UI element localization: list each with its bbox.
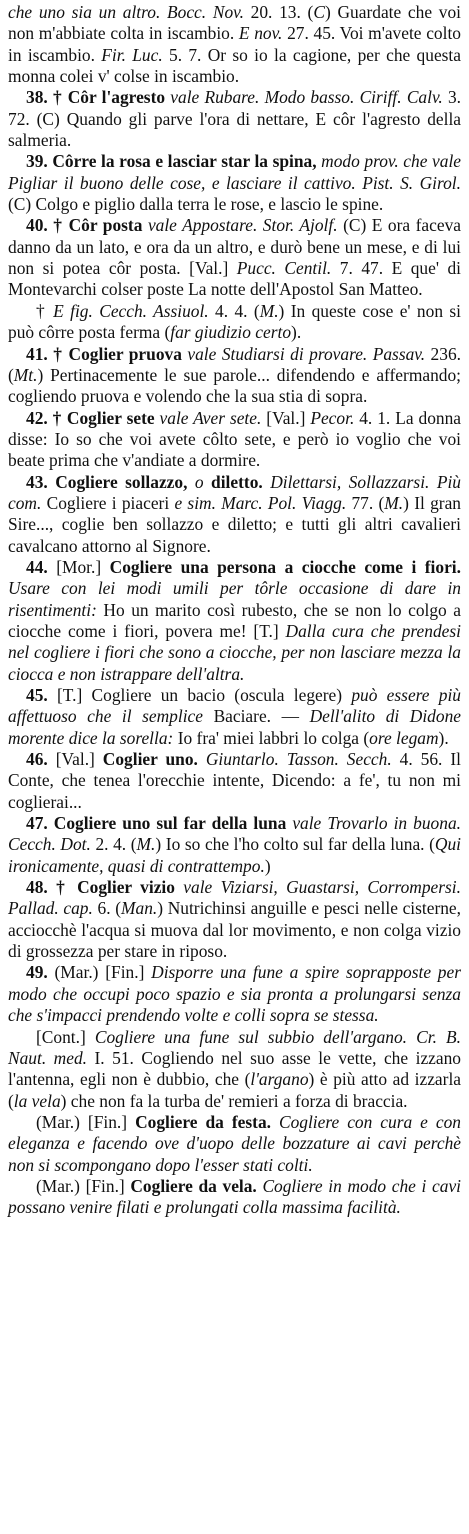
- text-run: [Cont.]: [36, 1026, 95, 1047]
- entry-39: [8, 151, 461, 215]
- text-run: (C) Colgo e piglio dalla terra le rose, e lascio le spine.: [8, 194, 384, 215]
- italic-run: E nov.: [238, 23, 283, 44]
- entry-43: [8, 472, 461, 557]
- text-run: 6. (: [92, 898, 122, 919]
- text-run: I. 51. Cogliendo nel suo asse le vette, che izzano l'antenna, egli non è dubbio, che (: [8, 1047, 461, 1090]
- bold-run: Cogliere da festa.: [135, 1111, 279, 1132]
- italic-run: Cogliere una fune sul subbio dell'argano. Cr. B. Naut. med.: [8, 1026, 461, 1068]
- italic-run: Dalla cura che prendesi nel cogliere i fiori che sono a ciocche, per non lasciare mezza la ciocca e non istrappare dell'altra.: [8, 620, 461, 684]
- text-run: ) che non fa la turba de' remieri a forza di braccia.: [60, 1090, 408, 1111]
- text-run: Io fra' miei labbri lo colga (: [173, 727, 370, 748]
- text-run: (Mar.) [Fin.]: [54, 962, 152, 983]
- italic-run: Qui ironicamente, quasi di contrattempo.: [8, 834, 462, 876]
- bold-run: 40. † Côr posta: [26, 215, 148, 236]
- italic-run: Dilettarsi, Sollazzarsi. Più com.: [8, 471, 461, 513]
- italic-run: Mt.: [13, 364, 38, 385]
- text-run: ): [264, 855, 271, 876]
- italic-run: Cogliere con cura e con eleganza e facendo ove d'uopo delle bozzature ai cavi perchè non si scompongano dopo l'esser stati colti.: [8, 1111, 461, 1175]
- italic-run: la vela: [13, 1090, 61, 1111]
- italic-run: vale Rubare. Modo basso. Ciriff. Calv.: [170, 87, 443, 108]
- italic-run: Cogliere in modo che i cavi possano venire filati e prolungati colla massima facilità.: [8, 1175, 461, 1218]
- text-run: ) In queste cose e' non si può côrre posta ferma (: [8, 300, 462, 343]
- text-run: ) Guardate che voi non m'abbiate colta in iscambio.: [8, 2, 462, 44]
- italic-run: far giudizio certo: [170, 322, 292, 343]
- entry-44: [8, 557, 461, 685]
- entry-45: [8, 685, 461, 749]
- text-run: 27. 45. Voi m'avete colto in iscambio.: [8, 23, 461, 65]
- text-run: Cogliere i piaceri: [41, 492, 175, 513]
- bold-run: Cogliere una persona a ciocche come i fiori.: [109, 556, 461, 577]
- bold-run: 44.: [26, 556, 57, 577]
- text-run: ) Pertinacemente le sue parole... difendendo e affermando; cogliendo pruova e volendo che la sua stia di sopra.: [8, 364, 461, 407]
- italic-run: ore legam: [369, 727, 439, 748]
- entry-49-cont: [8, 1027, 461, 1112]
- text-run: ) Nutrichinsi anguille e pesci nelle cisterne, acciocchè l'acqua si muova dal lor movimento, e non colga vizio di grossezza per stare in riposo.: [8, 898, 461, 962]
- text-run: 20. 13. (: [250, 2, 314, 22]
- italic-run: Dell'alito di Didone morente dice la sorella:: [8, 706, 461, 748]
- entry-40: [8, 215, 461, 300]
- text-run: 7. 47. E que' di Montevarchi colser poste La notte dell'Apostol San Matteo.: [8, 258, 461, 300]
- text-run: (Mar.) [Fin.]: [36, 1175, 131, 1196]
- italic-run: modo prov. che vale Pigliar il buono delle cose, e lasciare il cattivo. Pist. S. Girol.: [8, 151, 462, 193]
- text-run: (C) E ora faceva danno da un lato, e ora da un altro, e durò bene un mese, e di lui non si potea côr posta. [Val.]: [8, 215, 461, 279]
- italic-run: Usare con lei modi umili per tôrle occasione di dare in risentimenti:: [8, 578, 461, 620]
- bold-run: 48. † Coglier vizio: [26, 877, 184, 898]
- italic-run: e sim. Marc. Pol. Viagg.: [174, 492, 347, 513]
- italic-run: Disporre una fune a spire soprapposte per modo che occupi poco spazio e sia pronta a prolungarsi senza che s'impacci prendendo volte e colli sopra se stessa.: [8, 962, 461, 1026]
- entry-48: [8, 877, 461, 962]
- entry-49: [8, 962, 461, 1026]
- entry-49-vela: [8, 1176, 461, 1219]
- text-run: ) Il gran Sire..., coglie ben sollazzo e diletto; e tutti gli altri cavalieri cavalcano attorno al Signore.: [8, 492, 461, 556]
- text-run: 2. 4. (: [90, 834, 137, 855]
- entry-continuation: [8, 2, 461, 87]
- italic-run: Pucc. Centil.: [236, 258, 332, 279]
- bold-run: 42. † Coglier sete: [26, 407, 160, 428]
- italic-run: M.: [136, 834, 156, 855]
- entry-41: [8, 344, 461, 408]
- italic-run: vale Viziarsi, Guastarsi, Corrompersi. Pallad. cap.: [8, 877, 461, 919]
- text-run: 77. (: [346, 492, 385, 513]
- bold-run: diletto.: [203, 471, 271, 492]
- italic-run: Pecor.: [310, 407, 355, 428]
- text-run: [Val.]: [55, 749, 103, 770]
- italic-run: vale Aver sete.: [159, 407, 262, 428]
- italic-run: Giuntarlo. Tasson. Secch.: [205, 749, 392, 770]
- text-run: 236. (: [8, 343, 461, 385]
- entry-49-festa: [8, 1112, 461, 1176]
- text-run: 4. 56. Il Conte, che tenea l'orecchie intente, Dicendo: a fe', tu non mi coglierai...: [8, 749, 461, 812]
- italic-run: M.: [259, 300, 279, 321]
- text-run: 4. 1. La donna disse: Io so che voi avete côlto sete, e però io voglio che voi beate prima che v'andiate a dormire.: [8, 407, 461, 471]
- bold-run: 39. Côrre la rosa e lasciar star la spina,: [26, 151, 322, 172]
- text-run: ) Io so che l'ho colto sul far della luna. (: [155, 834, 435, 855]
- text-run: [Mor.]: [56, 556, 110, 577]
- italic-run: o: [194, 471, 204, 492]
- italic-run: vale Studiarsi di provare. Passav.: [187, 343, 426, 364]
- italic-run: vale Trovarlo in buona. Cecch. Dot.: [8, 813, 461, 855]
- bold-run: 38. † Côr l'agresto: [26, 87, 171, 108]
- bold-run: 45.: [26, 685, 58, 705]
- italic-run: C: [313, 2, 325, 22]
- text-run: Baciare. —: [202, 706, 310, 727]
- entry-42: [8, 408, 461, 472]
- italic-run: può essere più affettuoso che il semplice: [8, 685, 461, 727]
- text-run: ).: [291, 322, 302, 343]
- bold-run: 46.: [26, 749, 56, 770]
- text-run: [T.] Cogliere un bacio (oscula legere): [57, 685, 352, 705]
- bold-run: 41. † Coglier pruova: [26, 343, 188, 364]
- bold-run: Cogliere da vela.: [130, 1175, 263, 1196]
- italic-run: vale Appostare. Stor. Ajolf.: [147, 215, 338, 236]
- entry-47: [8, 813, 461, 877]
- text-run: ) è più atto ad izzarla (: [8, 1069, 461, 1111]
- italic-run: l'argano: [250, 1069, 309, 1090]
- italic-run: M.: [384, 492, 404, 513]
- italic-run: Fir. Luc.: [101, 44, 163, 65]
- entry-46: [8, 749, 461, 813]
- bold-run: 49.: [26, 962, 55, 983]
- text-run: †: [36, 300, 54, 321]
- bold-run: 43. Cogliere sollazzo,: [26, 471, 195, 492]
- text-run: 5. 7. Or so io la cagione, per che questa monna colei v' colse in iscambio.: [8, 44, 461, 87]
- italic-run: che uno sia un altro. Bocc. Nov.: [8, 2, 251, 22]
- text-run: Ho un marito così rubesto, che se non lo colgo a ciocche come i fiori, povera me! [T.]: [8, 599, 461, 641]
- italic-run: Man.: [121, 898, 158, 919]
- bold-run: Coglier uno.: [102, 749, 206, 770]
- bold-run: 47. Cogliere uno sul far della luna: [26, 813, 293, 834]
- text-run: 3. 72. (C) Quando gli parve l'ora di nettare, E côr l'agresto della salmeria.: [8, 87, 461, 151]
- text-run: (Mar.) [Fin.]: [36, 1111, 136, 1132]
- entry-38: [8, 87, 461, 151]
- text-run: ).: [438, 727, 449, 748]
- text-run: [Val.]: [261, 407, 311, 428]
- entry-40-fig: [8, 301, 461, 344]
- text-run: 4. 4. (: [208, 300, 260, 321]
- italic-run: E fig. Cecch. Assiuol.: [53, 300, 209, 321]
